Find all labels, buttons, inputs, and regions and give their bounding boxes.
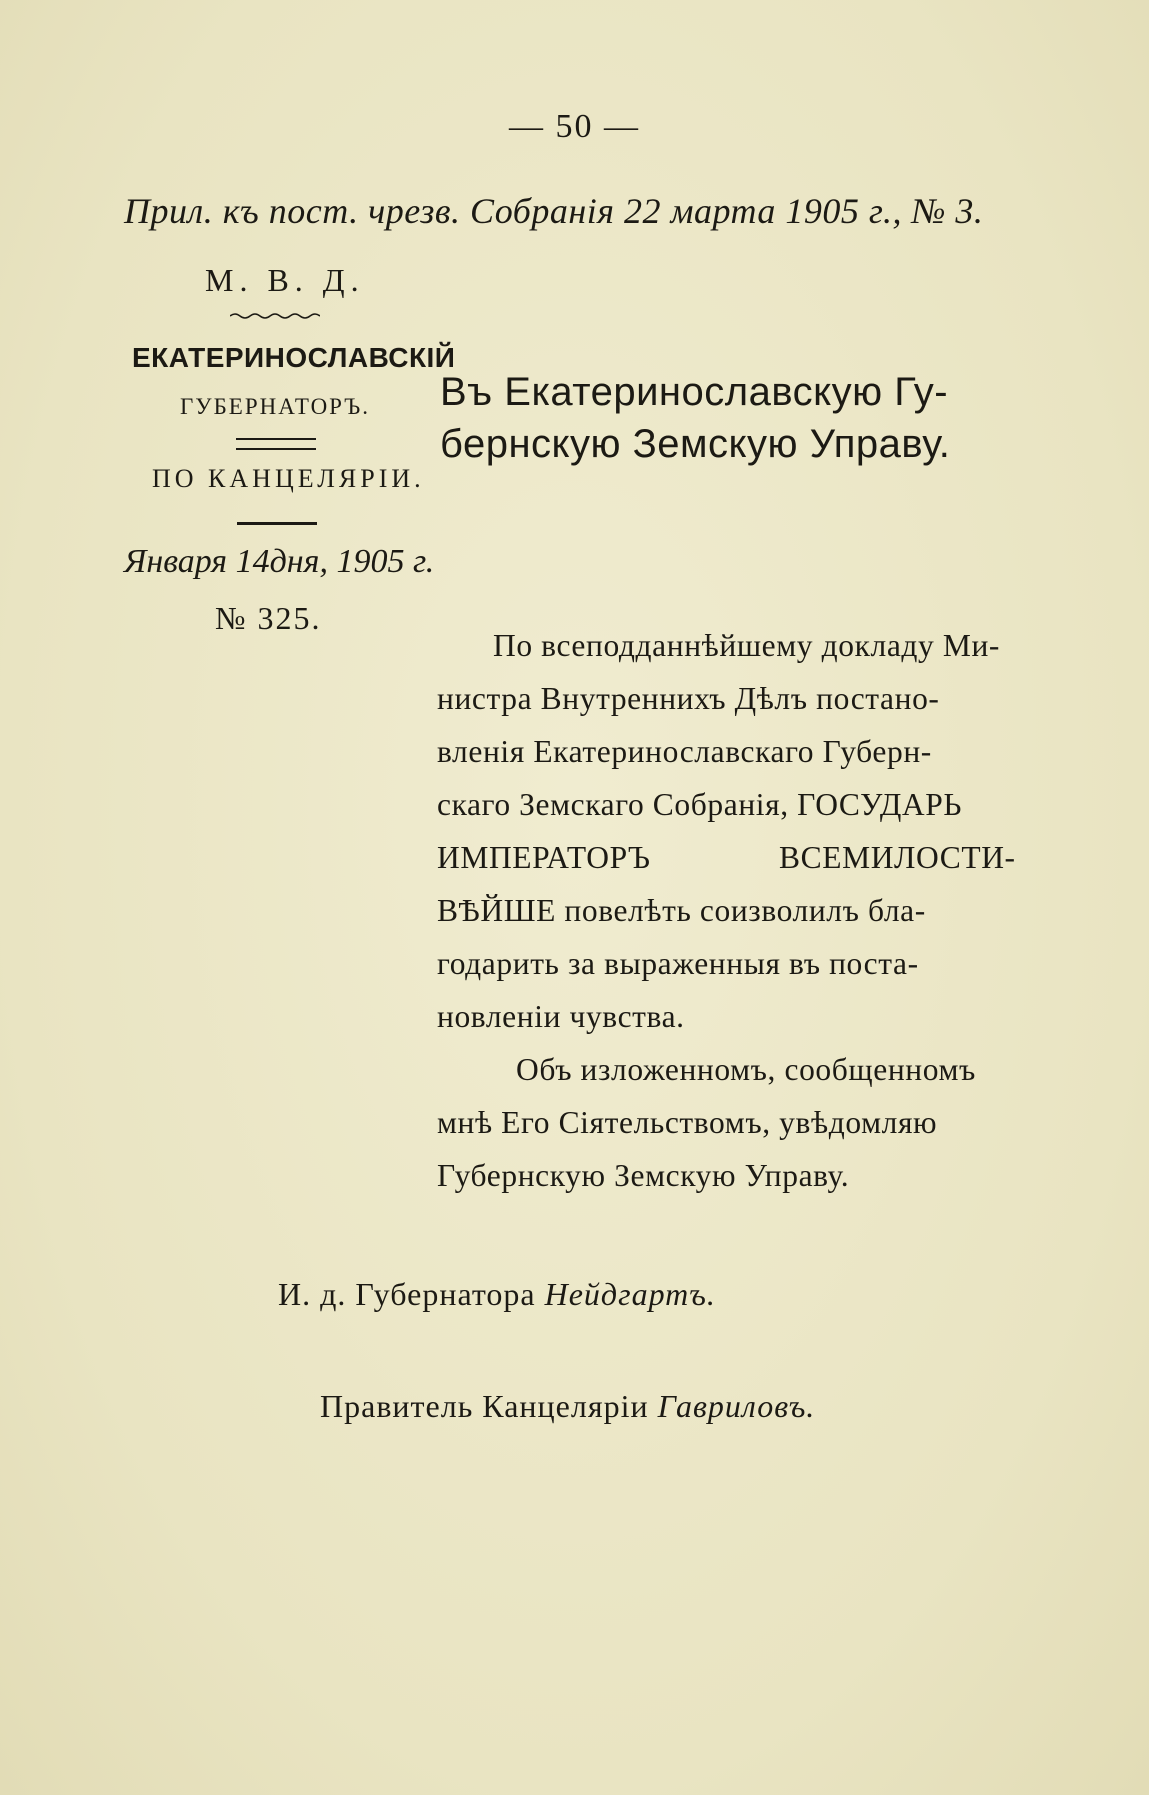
governor-role: И. д. Губернатора: [278, 1276, 536, 1312]
letter-date: Января 14дня, 1905 г.: [124, 543, 435, 580]
sender-title: ГУБЕРНАТОРЪ.: [180, 394, 370, 419]
governor-signature: [278, 1276, 716, 1313]
addressee: [440, 366, 950, 470]
letter-number: № 325.: [215, 600, 322, 636]
body-line-2: нистра Внутреннихъ Дѣлъ постано-: [437, 681, 940, 716]
separator-rule: [237, 522, 317, 525]
body-line-8: новленіи чувства.: [437, 999, 685, 1034]
body-line-1: По всеподданнѣйшему докладу Ми-: [493, 628, 1001, 663]
body-line-3: вленія Екатеринославскаго Губерн-: [437, 734, 932, 769]
body-line-9: Объ изложенномъ, сообщенномъ: [516, 1052, 976, 1087]
body-line-11: Губернскую Земскую Управу.: [437, 1158, 850, 1193]
governor-name: Нейдгартъ.: [544, 1276, 716, 1312]
sender-office: ЕКАТЕРИНОСЛАВСКІЙ: [132, 342, 456, 373]
chancellery-role: Правитель Канцеляріи: [320, 1388, 649, 1424]
chancellery-signature: [320, 1388, 815, 1425]
sender-department: ПО КАНЦЕЛЯРІИ.: [152, 464, 425, 493]
chancellery-name: Гавриловъ.: [657, 1388, 816, 1424]
body-line-5: ИМПЕРАТОРЪ ВСЕМИЛОСТИ-: [437, 840, 1016, 875]
body-line-4: скаго Земскаго Собранія, ГОСУДАРЬ: [437, 787, 963, 822]
wavy-underline: [230, 312, 320, 320]
ministry-abbreviation: М. В. Д.: [205, 262, 365, 298]
body-line-7: годарить за выраженныя въ поста-: [437, 946, 919, 981]
page-number: — 50 —: [509, 108, 640, 145]
body-line-10: мнѣ Его Сіятельствомъ, увѣдомляю: [437, 1105, 938, 1140]
addressee-line-2: бернскую Земскую Управу.: [440, 422, 951, 466]
body-line-6: ВѢЙШЕ повелѣть соизволилъ бла-: [437, 893, 926, 928]
attachment-reference: Прил. къ пост. чрезв. Собранія 22 марта 1905 г., № 3.: [124, 191, 984, 231]
addressee-line-1: Въ Екатеринославскую Гу-: [440, 370, 949, 414]
double-rule: [236, 438, 316, 450]
